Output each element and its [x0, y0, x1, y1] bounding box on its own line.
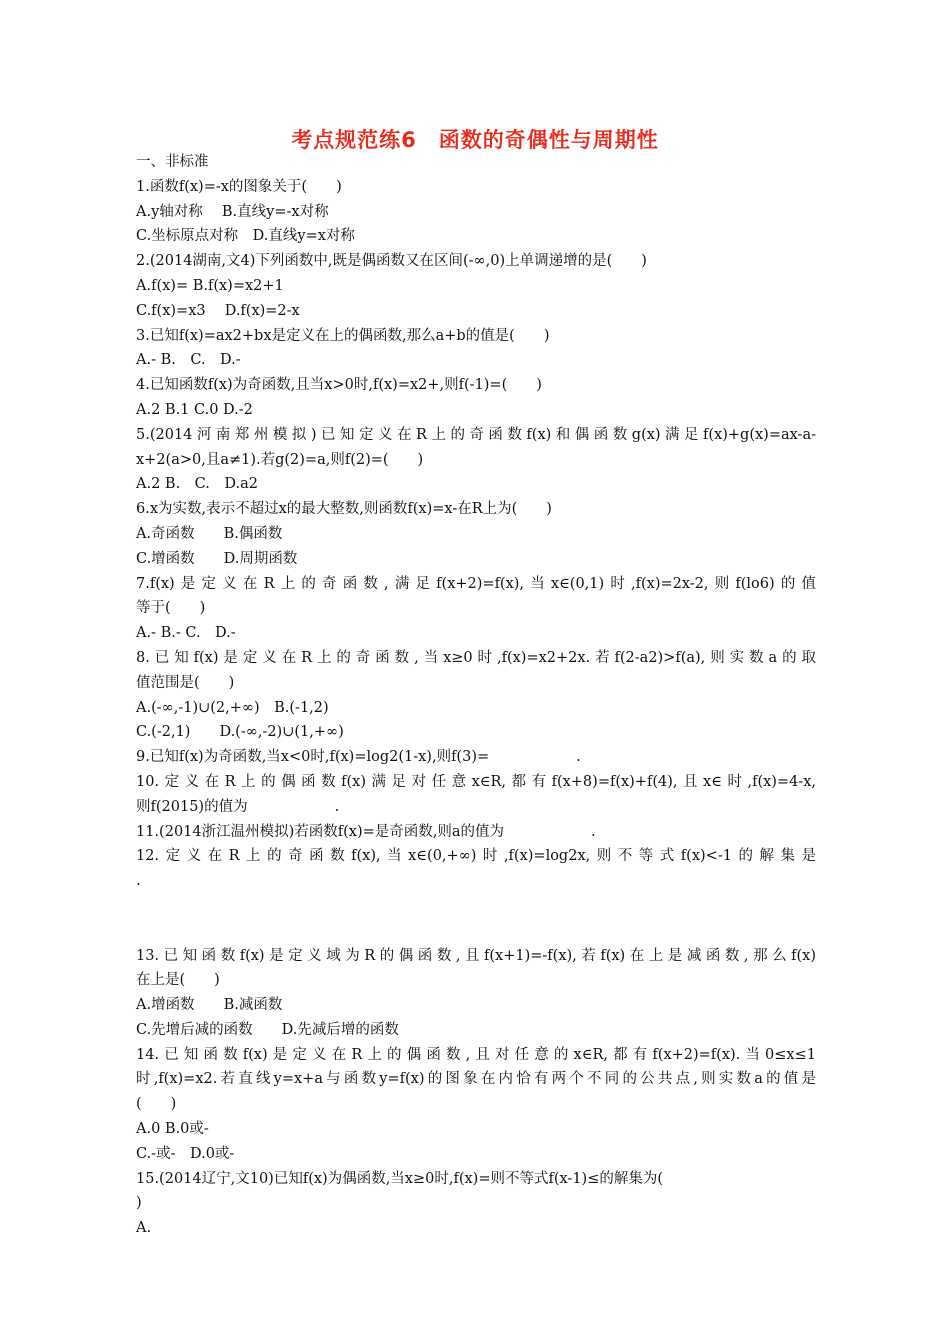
text-line: 7.f(x)是定义在R上的奇函数,满足f(x+2)=f(x),当x∈(0,1)时,f(x)=2x-2,则f(lo6)的值 — [136, 575, 816, 592]
text-line: A.(-∞,-1)∪(2,+∞) B.(-1,2) — [136, 699, 329, 716]
text-line: A.增函数 B.减函数 — [136, 997, 283, 1014]
text-line: 4.已知函数f(x)为奇函数,且当x>0时,f(x)=x2+,则f(-1)=( ) — [136, 377, 542, 394]
text-line: 13.已知函数f(x)是定义域为R的偶函数,且f(x+1)=-f(x),若f(x)在上是减函数,那么f(x) — [136, 947, 816, 964]
text-line: 时,f(x)=x2.若直线y=x+a与函数y=f(x)的图象在内恰有两个不同的公共点,则实数a的值是 — [136, 1071, 816, 1088]
text-line: ) — [136, 1195, 142, 1212]
text-line: A. — [136, 1220, 152, 1237]
text-line: C.坐标原点对称 D.直线y=x对称 — [136, 228, 355, 245]
text-line: 在上是( ) — [136, 972, 220, 989]
text-line: C.f(x)=x3 D.f(x)=2-x — [136, 302, 300, 319]
text-line: 等于( ) — [136, 600, 206, 617]
text-line: 则f(2015)的值为 . — [136, 798, 340, 815]
text-line: 9.已知f(x)为奇函数,当x<0时,f(x)=log2(1-x),则f(3)= . — [136, 749, 581, 766]
text-line: C.先增后减的函数 D.先减后增的函数 — [136, 1021, 399, 1038]
question-list — [136, 150, 816, 1241]
text-line: 值范围是( ) — [136, 674, 235, 691]
text-line: 11.(2014浙江温州模拟)若函数f(x)=是奇函数,则a的值为 . — [136, 823, 596, 840]
page-title: 考点规范练6 函数的奇偶性与周期性 — [291, 128, 659, 152]
text-line: 12.定义在R上的奇函数f(x),当x∈(0,+∞)时,f(x)=log2x,则不等式f(x)<-1的解集是 — [136, 848, 816, 865]
text-line: C.增函数 D.周期函数 — [136, 550, 298, 567]
text-line: x+2(a>0,且a≠1).若g(2)=a,则f(2)=( ) — [136, 451, 424, 468]
text-line: 2.(2014湖南,文4)下列函数中,既是偶函数又在区间(-∞,0)上单调递增的是( ) — [136, 253, 647, 270]
text-line: C.(-2,1) D.(-∞,-2)∪(1,+∞) — [136, 724, 344, 741]
text-line: C.-或- D.0或- — [136, 1145, 235, 1162]
text-line: A.奇函数 B.偶函数 — [136, 525, 283, 542]
text-line: A.y轴对称 B.直线y=-x对称 — [136, 203, 329, 220]
text-line: . — [136, 873, 141, 890]
text-line: ( ) — [136, 1096, 177, 1113]
text-line: A.f(x)= B.f(x)=x2+1 — [136, 277, 284, 294]
text-line: 3.已知f(x)=ax2+bx是定义在上的偶函数,那么a+b的值是( ) — [136, 327, 550, 344]
text-line: 1.函数f(x)=-x的图象关于( ) — [136, 178, 342, 195]
text-line: A.2 B.1 C.0 D.-2 — [136, 401, 253, 418]
text-line: 15.(2014辽宁,文10)已知f(x)为偶函数,当x≥0时,f(x)=则不等式f(x-1)≤的解集为( — [136, 1170, 664, 1187]
text-line: 5.(2014河南郑州模拟)已知定义在R上的奇函数f(x)和偶函数g(x)满足f(x)+g(x)=ax-a- — [136, 426, 816, 443]
text-line: 6.x为实数,表示不超过x的最大整数,则函数f(x)=x-在R上为( ) — [136, 501, 552, 518]
text-line: A.2 B. C. D.a2 — [136, 476, 258, 493]
text-line: A.- B.- C. D.- — [136, 625, 236, 642]
text-line: 一、非标准 — [136, 154, 209, 170]
text-line: A.0 B.0或- — [136, 1121, 209, 1138]
text-line: 8.已知f(x)是定义在R上的奇函数,当x≥0时,f(x)=x2+2x.若f(2-a2)>f(a),则实数a的取 — [136, 649, 816, 666]
text-line: A.- B. C. D.- — [136, 352, 241, 369]
text-line: 14.已知函数f(x)是定义在R上的偶函数,且对任意的x∈R,都有f(x+2)=f(x).当0≤x≤1 — [136, 1046, 816, 1063]
blank-gap — [136, 894, 816, 944]
text-line: 10.定义在R上的偶函数f(x)满足对任意x∈R,都有f(x+8)=f(x)+f(4),且x∈时,f(x)=4-x, — [136, 773, 816, 790]
